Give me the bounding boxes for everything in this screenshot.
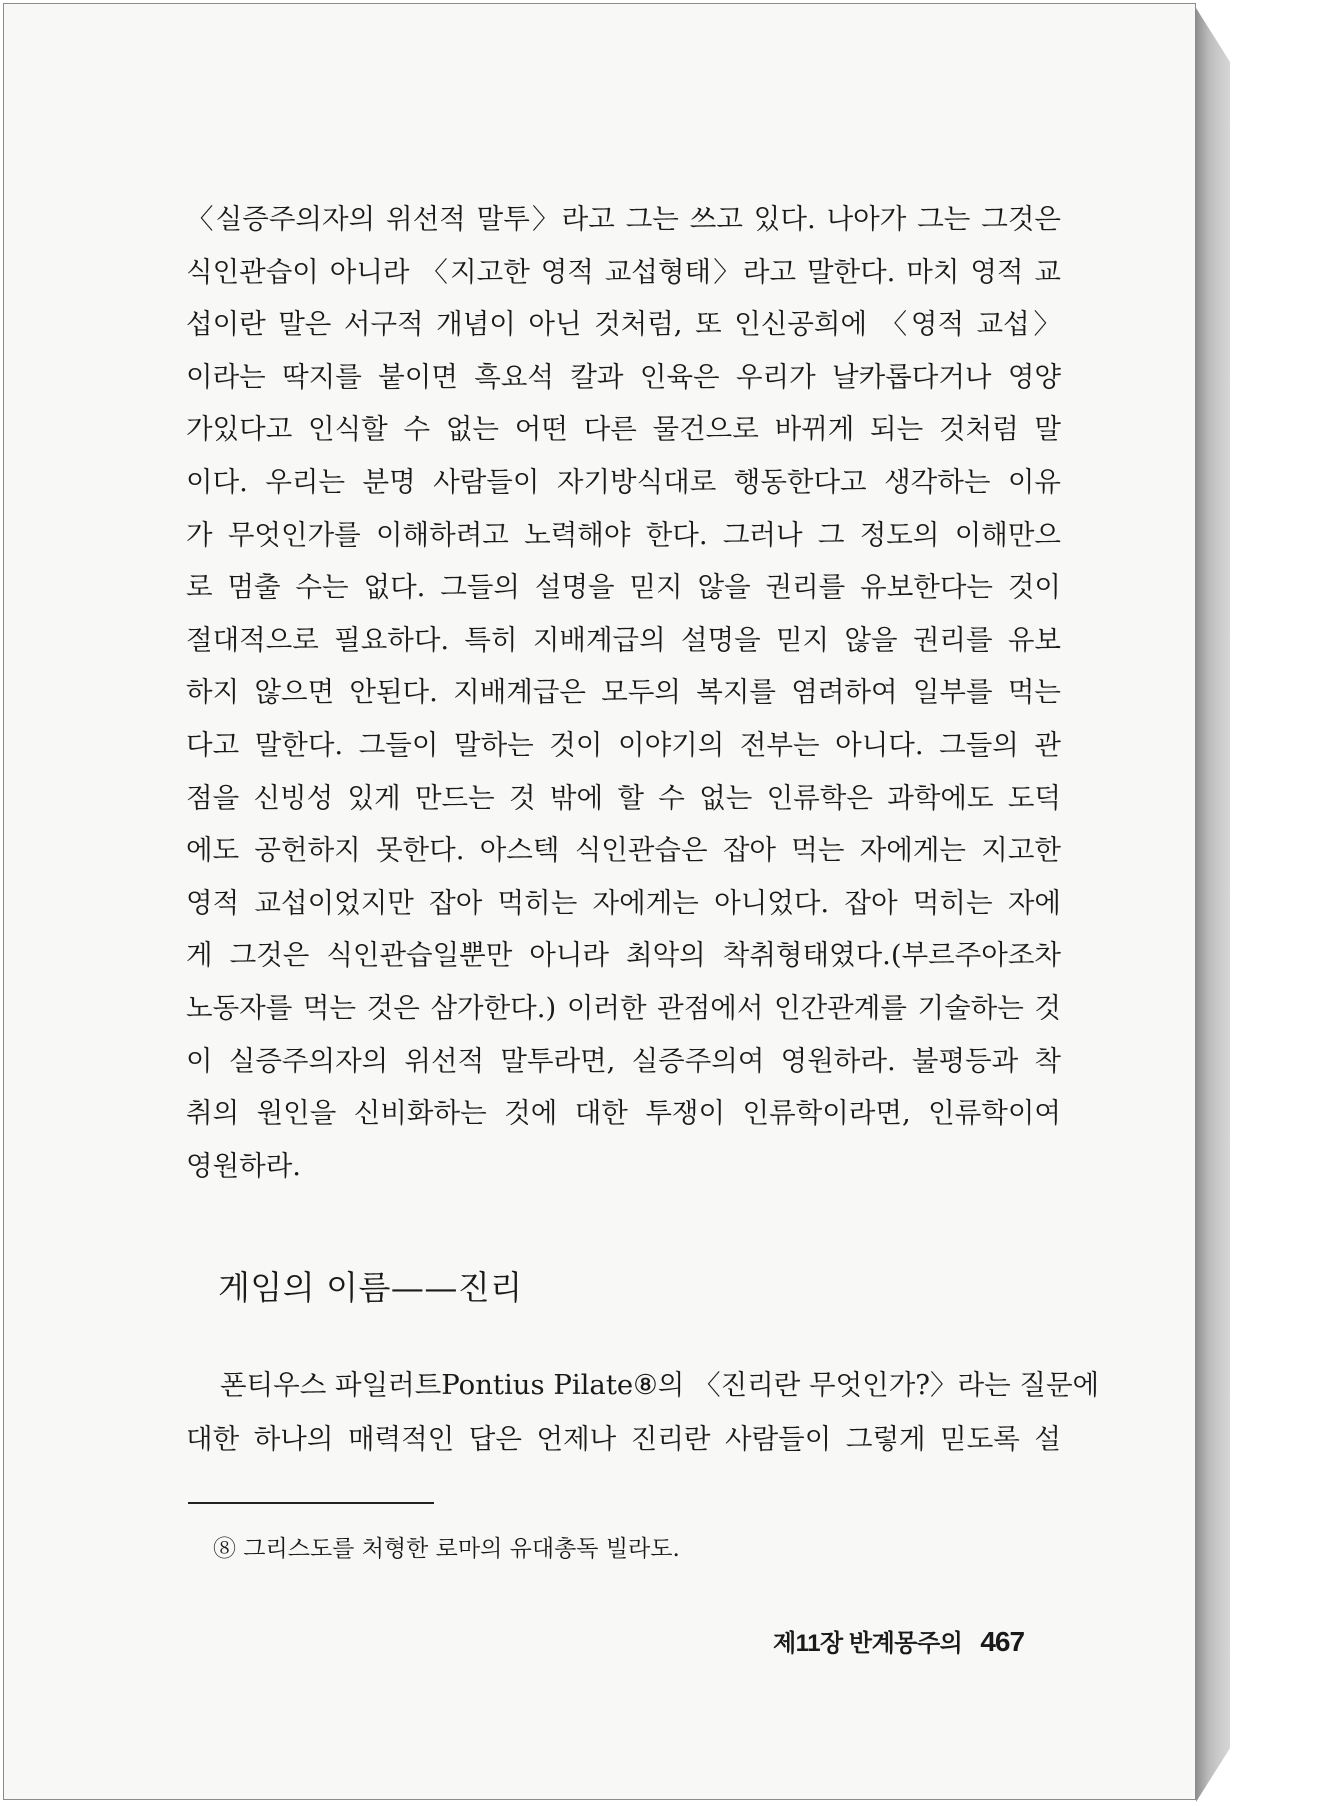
text-line: 가 무엇인가를 이해하려고 노력해야 한다. 그러나 그 정도의 이해만으	[186, 518, 1061, 551]
text-line: 게 그것은 식인관습일뿐만 아니라 최악의 착취형태였다.(부르주아조차	[186, 939, 1061, 972]
text-line: 이라는 딱지를 붙이면 흑요석 칼과 인육은 우리가 날카롭다거나 영양	[186, 360, 1061, 393]
text-line: 〈실증주의자의 위선적 말투〉라고 그는 쓰고 있다. 나아가 그는 그것은	[186, 203, 1061, 235]
main-paragraph	[186, 193, 1061, 1192]
text-line: 폰티우스 파일러트Pontius Pilate⑧의 〈진리란 무엇인가?〉라는 질문에	[220, 1369, 1100, 1401]
text-line: 하지 않으면 안된다. 지배계급은 모두의 복지를 염려하여 일부를 먹는	[186, 676, 1061, 709]
text-line: 절대적으로 필요하다. 특히 지배계급의 설명을 믿지 않을 권리를 유보	[186, 623, 1061, 656]
text-line: 식인관습이 아니라 〈지고한 영적 교섭형태〉라고 말한다. 마치 영적 교	[186, 255, 1061, 288]
footnote: ⑧ 그리스도를 처형한 로마의 유대총독 빌라도.	[213, 1536, 680, 1562]
page-stack-edge	[1196, 8, 1230, 1802]
footnote-divider	[188, 1502, 434, 1504]
text-line: 영원하라.	[186, 1149, 302, 1182]
section-heading: 게임의 이름——진리	[218, 1268, 523, 1307]
section-paragraph	[186, 1358, 1100, 1466]
running-footer	[773, 1623, 1024, 1658]
text-line: 다고 말한다. 그들이 말하는 것이 이야기의 전부는 아니다. 그들의 관	[186, 728, 1061, 761]
text-line: 이다. 우리는 분명 사람들이 자기방식대로 행동한다고 생각하는 이유	[186, 465, 1061, 498]
page-number: 467	[980, 1626, 1025, 1657]
text-line: 취의 원인을 신비화하는 것에 대한 투쟁이 인류학이라면, 인류학이여	[186, 1097, 1061, 1130]
text-line: 에도 공헌하지 못한다. 아스텍 식인관습은 잡아 먹는 자에게는 지고한	[186, 834, 1061, 867]
text-line: 로 멈출 수는 없다. 그들의 설명을 믿지 않을 권리를 유보한다는 것이	[186, 571, 1061, 604]
text-line: 이 실증주의자의 위선적 말투라면, 실증주의여 영원하라. 불평등과 착	[186, 1044, 1061, 1077]
chapter-title: 제11장 반계몽주의	[773, 1630, 963, 1657]
background-margin	[1230, 60, 1333, 1760]
text-line: 가있다고 인식할 수 없는 어떤 다른 물건으로 바뀌게 되는 것처럼 말	[186, 413, 1061, 446]
text-line: 영적 교섭이었지만 잡아 먹히는 자에게는 아니었다. 잡아 먹히는 자에	[186, 886, 1061, 919]
text-line: 섭이란 말은 서구적 개념이 아닌 것처럼, 또 인신공희에 〈영적 교섭〉	[186, 308, 1061, 341]
text-line: 대한 하나의 매력적인 답은 언제나 진리란 사람들이 그렇게 믿도록 설	[186, 1423, 1061, 1455]
text-line: 점을 신빙성 있게 만드는 것 밖에 할 수 없는 인류학은 과학에도 도덕	[186, 781, 1061, 814]
text-line: 노동자를 먹는 것은 삼가한다.) 이러한 관점에서 인간관계를 기술하는 것	[186, 991, 1061, 1024]
